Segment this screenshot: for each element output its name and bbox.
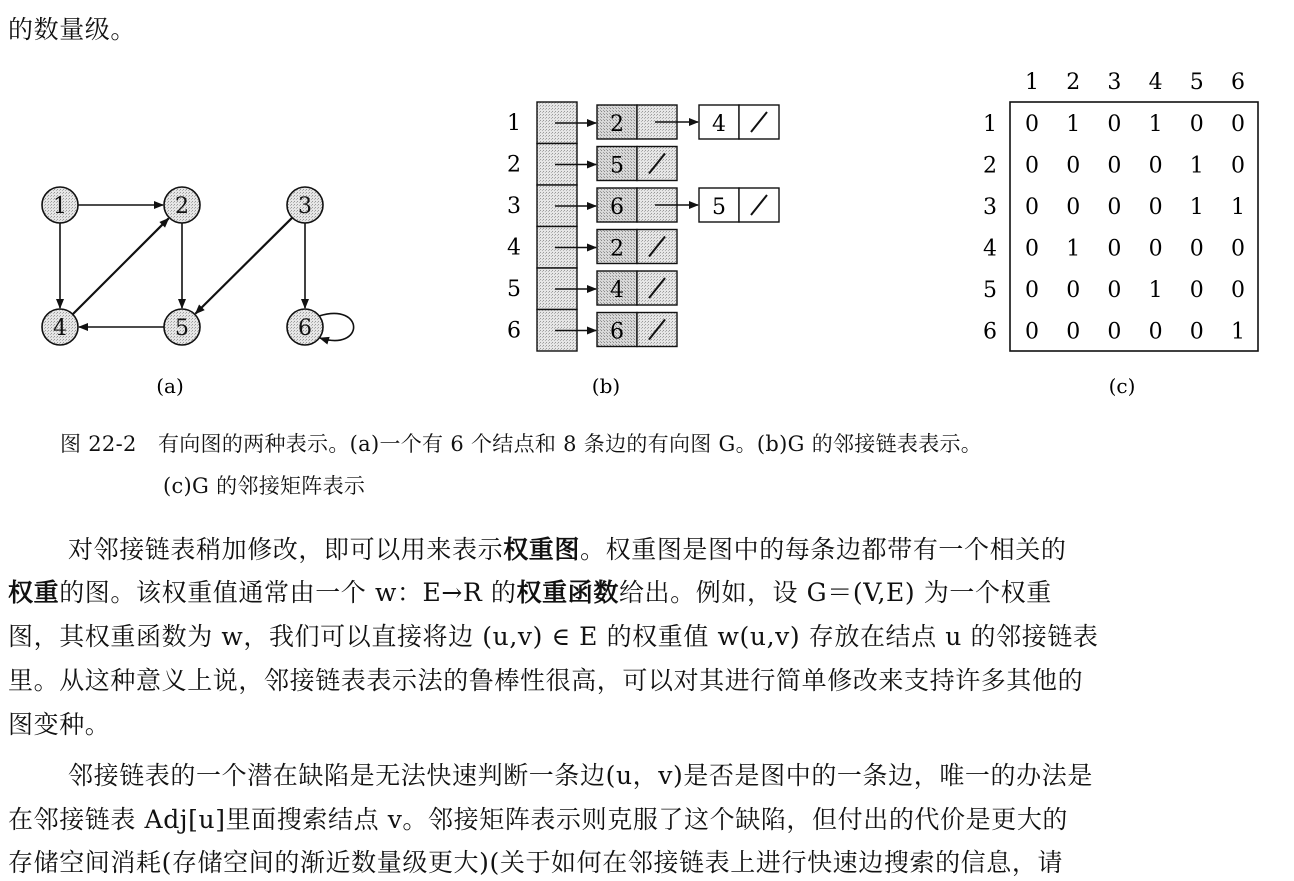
edge-6-6 [319,314,354,341]
node-label-1: 1 [53,194,67,219]
paragraph-1-line-5: 图变种。 [8,710,111,739]
matrix-cell-3-6: 1 [1231,195,1245,220]
matrix-cell-2-6: 0 [1231,153,1245,179]
matrix-cell-4-6: 0 [1231,236,1245,262]
label-c: (c) [1108,374,1136,398]
matrix-cell-1-5: 0 [1189,112,1204,137]
edge-3-5 [195,218,292,314]
top-text-fragment: 的数量级。 [8,15,137,44]
matrix-cell-5-3: 0 [1107,278,1122,303]
paragraph-2-line-3: 存储空间消耗(存储空间的渐近数量级更大)(关于如何在邻接链表上进行快速边搜索的信息，请 [8,848,1064,877]
node-label-5: 5 [175,316,189,341]
paragraph-1-line-1: 对邻接链表稍加修改，即可以用来表示权重图。权重图是图中的每条边都带有一个相关的 [68,535,1067,564]
matrix-cell-3-4: 0 [1148,195,1163,220]
matrix-cell-5-1: 0 [1025,278,1039,303]
figure-caption-line-1: 图 22-2 有向图的两种表示。(a)一个有 6 个结点和 8 条边的有向图 G。(b)G 的邻接链表表示。 [60,432,983,456]
matrix-cell-2-1: 0 [1025,153,1039,179]
matrix-cell-1-3: 0 [1107,112,1122,137]
matrix-cell-2-4: 0 [1148,153,1163,179]
paragraph-1-line-4: 里。从这种意义上说，邻接链表表示法的鲁棒性很高，可以对其进行简单修改来支持许多其他的 [8,666,1084,695]
matrix-col-header-5: 5 [1189,70,1204,95]
matrix-cell-6-3: 0 [1107,319,1122,345]
label-b: (b) [591,374,621,398]
matrix-cell-5-5: 0 [1189,278,1204,303]
matrix-border [1010,102,1258,351]
matrix-cell-2-3: 0 [1107,153,1122,179]
matrix-cell-4-2: 1 [1066,236,1081,262]
matrix-cell-3-3: 0 [1107,195,1122,220]
matrix-cell-6-2: 0 [1066,319,1081,345]
figure-caption-line-2: (c)G 的邻接矩阵表示 [163,474,366,498]
matrix-col-header-1: 1 [1025,70,1039,95]
list-value-3-1: 5 [712,195,726,220]
matrix-cell-4-5: 0 [1189,236,1204,262]
adjacency-list-b [507,102,779,351]
paragraph-1-line-2: 权重的图。该权重值通常由一个 w：E→R 的权重函数给出。例如，设 G＝(V,E) 为一个权重 [8,578,1052,607]
matrix-col-header-6: 6 [1231,70,1245,95]
matrix-cell-2-5: 1 [1189,153,1204,179]
list-index-6: 6 [507,318,521,344]
matrix-cell-4-3: 0 [1107,236,1122,262]
list-index-3: 3 [507,194,521,219]
matrix-cell-2-2: 0 [1066,153,1081,179]
matrix-cell-1-1: 0 [1025,112,1039,137]
label-a: (a) [156,374,184,398]
list-value-4-0: 2 [610,236,624,262]
paragraph-2-line-2: 在邻接链表 Adj[u]里面搜索结点 v。邻接矩阵表示则克服了这个缺陷，但付出的代价是更大的 [8,805,1069,834]
matrix-cell-1-6: 0 [1231,112,1245,137]
matrix-col-header-4: 4 [1148,70,1163,95]
list-index-5: 5 [507,277,521,302]
paragraph-2-line-1: 邻接链表的一个潜在缺陷是无法快速判断一条边(u，v)是否是图中的一条边，唯一的办法是 [68,761,1093,790]
list-value-1-0: 2 [610,112,624,137]
matrix-cell-6-1: 0 [1025,319,1039,345]
figure-22-2 [0,60,1294,410]
node-label-3: 3 [298,194,312,219]
matrix-cell-5-2: 0 [1066,278,1081,303]
matrix-cell-4-1: 0 [1025,236,1039,262]
matrix-cell-6-4: 0 [1148,319,1163,345]
matrix-row-header-2: 2 [983,153,997,179]
list-index-4: 4 [507,235,521,261]
matrix-col-header-3: 3 [1107,70,1122,95]
matrix-cell-5-6: 0 [1231,278,1245,303]
paragraph-1-line-3: 图，其权重函数为 w，我们可以直接将边 (u,v) ∈ E 的权重值 w(u,v) 存放在结点 u 的邻接链表 [8,622,1099,651]
node-label-2: 2 [175,194,189,219]
list-value-6-0: 6 [610,319,624,345]
matrix-cell-6-6: 1 [1231,319,1245,345]
matrix-cell-3-2: 0 [1066,195,1081,220]
matrix-cell-3-1: 0 [1025,195,1039,220]
directed-graph-a [42,187,354,345]
matrix-cell-6-5: 0 [1189,319,1204,345]
list-value-2-0: 5 [610,153,624,179]
matrix-row-header-5: 5 [983,278,997,303]
matrix-cell-4-4: 0 [1148,236,1163,262]
list-index-2: 2 [507,152,521,178]
matrix-row-header-4: 4 [983,236,997,262]
list-value-1-1: 4 [712,112,726,137]
matrix-col-header-2: 2 [1066,70,1081,95]
matrix-cell-5-4: 1 [1148,278,1163,303]
matrix-row-header-3: 3 [983,195,997,220]
edge-4-2 [73,218,169,314]
matrix-row-header-6: 6 [983,319,997,345]
node-label-4: 4 [53,316,67,341]
matrix-cell-1-4: 1 [1148,112,1163,137]
matrix-cell-3-5: 1 [1189,195,1204,220]
matrix-cell-1-2: 1 [1066,112,1081,137]
matrix-row-header-1: 1 [983,112,997,137]
adjacency-matrix-c [983,70,1258,351]
list-value-3-0: 6 [610,195,624,220]
list-value-5-0: 4 [610,278,624,303]
node-label-6: 6 [298,316,312,341]
list-index-1: 1 [507,111,521,136]
